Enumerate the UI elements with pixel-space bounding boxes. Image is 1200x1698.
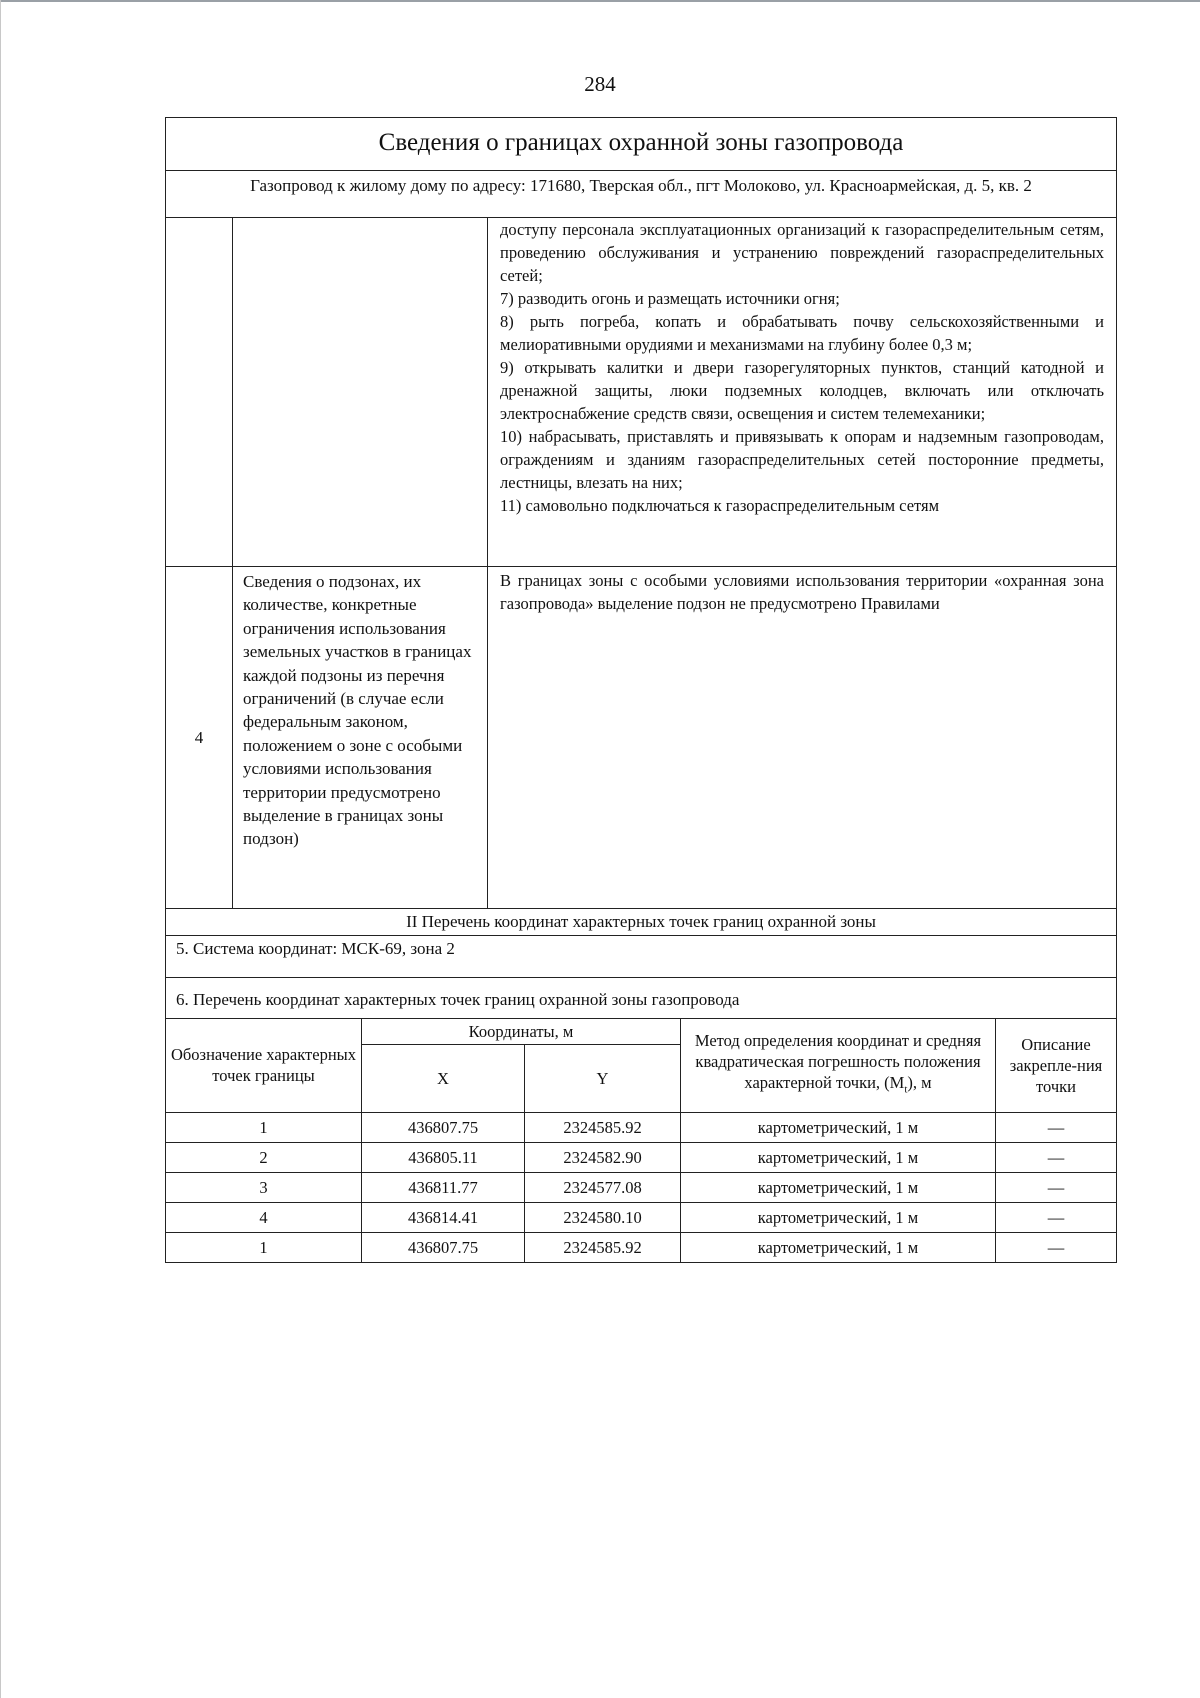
header-method-text: Метод определения координат и средняя квадратическая погрешность положения характерной точки, (M <box>694 1030 982 1092</box>
x-value: 436814.41 <box>362 1202 525 1232</box>
header-description: Описание закрепле-ния точки <box>996 1018 1117 1112</box>
table-row <box>166 1202 1117 1232</box>
method-value: картометрический, 1 м <box>681 1172 996 1202</box>
y-value: 2324585.92 <box>525 1112 681 1142</box>
header-method-subscript: t <box>904 1083 908 1096</box>
coordinate-list-title: 6. Перечень координат характерных точек границ охранной зоны газопровода <box>166 978 1117 1018</box>
section-2-title: II Перечень координат характерных точек границ охранной зоны <box>166 909 1117 936</box>
restriction-item: доступу персонала эксплуатационных организаций к газораспределительным сетям, проведению обслуживания и устранению повреждений газораспределительных сетей; <box>500 220 1105 285</box>
point-id: 4 <box>166 1202 362 1232</box>
restriction-item: 10) набрасывать, приставлять и привязывать к опорам и надземным газопроводам, ограждениям и зданиям газораспределительных сетей посторонние предметы, лестницы, влезать на них; <box>500 427 1105 492</box>
method-value: картометрический, 1 м <box>681 1112 996 1142</box>
table-row <box>166 1232 1117 1262</box>
scan-edge-left <box>0 0 1 1698</box>
header-y: Y <box>525 1044 681 1112</box>
page-number: 284 <box>584 72 616 96</box>
x-value: 436805.11 <box>362 1142 525 1172</box>
table-row <box>166 1172 1117 1202</box>
document-sheet <box>165 117 1116 1263</box>
subzones-value: В границах зоны с особыми условиями использования территории «охранная зона газопровода» выделение подзон не предусмотрено Правилами <box>488 567 1117 909</box>
object-address: Газопровод к жилому дому по адресу: 171680, Тверская обл., пгт Молоково, ул. Красноармейская, д. 5, кв. 2 <box>166 171 1117 218</box>
table-row <box>166 1142 1117 1172</box>
coordinates-table <box>165 1018 1117 1263</box>
method-value: картометрический, 1 м <box>681 1142 996 1172</box>
description-value: — <box>996 1172 1117 1202</box>
x-value: 436807.75 <box>362 1112 525 1142</box>
restrictions-continued <box>488 218 1117 567</box>
row-number: 4 <box>166 567 233 909</box>
scan-edge-top <box>0 0 1200 2</box>
header-coordinates: Координаты, м <box>362 1018 681 1044</box>
y-value: 2324582.90 <box>525 1142 681 1172</box>
restriction-item: 9) открывать калитки и двери газорегуляторных пунктов, станций катодной и дренажной защиты, люки подземных колодцев, включать или отключать электроснабжение средств связи, освещения и систем телемеханики; <box>500 358 1105 423</box>
zone-info-table <box>165 117 1117 1018</box>
subzones-label: Сведения о подзонах, их количестве, конкретные ограничения использования земельных участков в границах каждой подзоны из перечня ограничений (в случае если федеральным законом, положением о зоне с особыми условиями использования территории предусмотрено выделение в границах зоны подзон) <box>233 567 488 909</box>
description-value: — <box>996 1112 1117 1142</box>
x-value: 436807.75 <box>362 1232 525 1262</box>
y-value: 2324580.10 <box>525 1202 681 1232</box>
table-row <box>166 1112 1117 1142</box>
y-value: 2324585.92 <box>525 1232 681 1262</box>
restriction-item: 11) самовольно подключаться к газораспределительным сетям <box>500 496 940 515</box>
header-method-unit: ), м <box>907 1072 932 1092</box>
restriction-item: 7) разводить огонь и размещать источники огня; <box>500 289 840 308</box>
header-point: Обозначение характерных точек границы <box>166 1018 362 1112</box>
coordinate-system: 5. Система координат: МСК-69, зона 2 <box>166 936 1117 978</box>
point-id: 1 <box>166 1232 362 1262</box>
method-value: картометрический, 1 м <box>681 1232 996 1262</box>
point-id: 3 <box>166 1172 362 1202</box>
description-value: — <box>996 1232 1117 1262</box>
document-title: Сведения о границах охранной зоны газопровода <box>166 118 1117 171</box>
method-value: картометрический, 1 м <box>681 1202 996 1232</box>
point-id: 1 <box>166 1112 362 1142</box>
y-value: 2324577.08 <box>525 1172 681 1202</box>
point-id: 2 <box>166 1142 362 1172</box>
description-value: — <box>996 1142 1117 1172</box>
restriction-item: 8) рыть погреба, копать и обрабатывать почву сельскохозяйственными и мелиоративными орудиями и механизмами на глубину более 0,3 м; <box>500 312 1105 354</box>
continuation-number-cell <box>166 218 233 567</box>
x-value: 436811.77 <box>362 1172 525 1202</box>
continuation-label-cell <box>233 218 488 567</box>
description-value: — <box>996 1202 1117 1232</box>
header-method <box>681 1018 996 1112</box>
header-x: X <box>362 1044 525 1112</box>
